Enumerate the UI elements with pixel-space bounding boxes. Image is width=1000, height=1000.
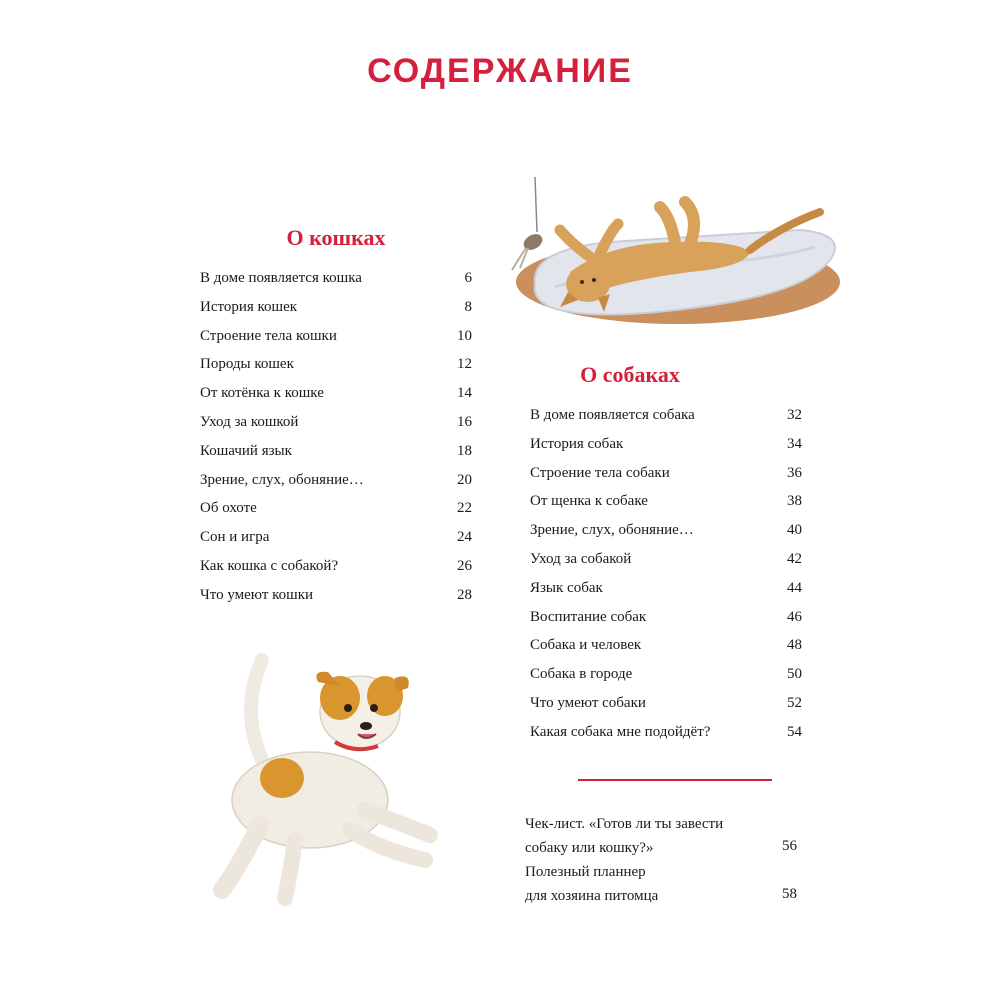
toc-entry[interactable]	[200, 581, 472, 610]
toc-entry-title: Зрение, слух, обоняние…	[530, 522, 694, 539]
toc-entry-title: Уход за кошкой	[200, 413, 299, 430]
toc-entry-page: 52	[787, 694, 802, 711]
toc-entry[interactable]	[200, 523, 472, 552]
toc-entry-page: 40	[787, 522, 802, 539]
toc-entry-page: 10	[457, 327, 472, 344]
toc-extra-line: Полезный планнер	[525, 864, 646, 880]
toc-entry[interactable]	[530, 603, 802, 632]
toc-entry[interactable]	[530, 574, 802, 603]
toc-entry[interactable]	[200, 466, 472, 495]
toc-entry-title: Собака и человек	[530, 637, 642, 654]
toc-entry[interactable]	[200, 379, 472, 408]
toc-entry[interactable]	[530, 718, 802, 747]
toc-entry-page: 50	[787, 666, 802, 683]
toc-entry[interactable]	[200, 552, 472, 581]
toc-entry[interactable]	[530, 689, 802, 718]
toc-entry-title: Строение тела собаки	[530, 464, 670, 481]
toc-entry-page: 44	[787, 579, 802, 596]
toc-entry-title: Строение тела кошки	[200, 327, 337, 344]
toc-entry-title: Породы кошек	[200, 356, 294, 373]
toc-entry-page: 14	[457, 385, 472, 402]
section-divider	[578, 779, 772, 781]
toc-entry[interactable]	[530, 459, 802, 488]
toc-entry-page: 16	[457, 413, 472, 430]
toc-entry-title: Как кошка с собакой?	[200, 557, 339, 574]
toc-entry-title: От котёнка к кошке	[200, 385, 324, 402]
toc-entry-title: Воспитание собак	[530, 608, 647, 625]
toc-entry-title: От щенка к собаке	[530, 493, 648, 510]
toc-entry-title: Кошачий язык	[200, 442, 292, 459]
toc-extra-line: для хозяина питомца	[525, 888, 659, 904]
dog-illustration	[200, 650, 470, 910]
toc-entry[interactable]	[530, 401, 802, 430]
toc-entry[interactable]	[200, 322, 472, 351]
toc-entry[interactable]	[200, 264, 472, 293]
toc-entry-page: 46	[787, 608, 802, 625]
toc-entry-page: 12	[457, 356, 472, 373]
toc-entry[interactable]	[200, 494, 472, 523]
toc-entry-page: 28	[457, 586, 472, 603]
toc-entry-title: Уход за собакой	[530, 550, 632, 567]
toc-entry[interactable]	[530, 516, 802, 545]
toc-entry[interactable]	[530, 660, 802, 689]
toc-entry-page: 32	[787, 407, 802, 423]
toc-entry-title: История собак	[530, 435, 624, 452]
toc-entry[interactable]	[200, 408, 472, 437]
toc-extra-line: собаку или кошку?»	[525, 840, 654, 856]
toc-entry[interactable]	[530, 545, 802, 574]
toc-entry-title: В доме появляется кошка	[200, 270, 362, 286]
cats-section-heading: О кошках	[286, 225, 386, 250]
toc-entry-page: 22	[457, 500, 472, 517]
toc-entry-title: История кошек	[200, 298, 298, 315]
toc-extra-planner[interactable]	[525, 860, 797, 908]
toc-entry-title: Сон и игра	[200, 529, 270, 546]
toc-extra-line: Чек-лист. «Готов ли ты завести	[525, 816, 724, 832]
toc-entry-page: 20	[457, 471, 472, 488]
toc-entry-title: Собака в городе	[530, 666, 633, 683]
toc-extra-page: 56	[782, 838, 797, 854]
toc-entry-page: 6	[464, 270, 472, 286]
toc-entry[interactable]	[200, 293, 472, 322]
toc-entry-page: 42	[787, 550, 802, 567]
cats-toc-list	[200, 264, 472, 610]
toc-entry[interactable]	[530, 487, 802, 516]
toc-extra-checklist[interactable]	[525, 812, 797, 860]
cat-illustration	[500, 172, 850, 342]
toc-entry[interactable]	[200, 350, 472, 379]
toc-entry-title: Какая собака мне подойдёт?	[530, 723, 711, 740]
toc-entry-title: Об охоте	[200, 500, 257, 517]
toc-entry-title: Зрение, слух, обоняние…	[200, 471, 364, 488]
toc-entry-page: 26	[457, 557, 472, 574]
toc-entry-page: 8	[464, 298, 472, 315]
toc-entry-page: 34	[787, 435, 802, 452]
toc-entry-title: Что умеют собаки	[530, 694, 646, 711]
toc-entry-title: Язык собак	[530, 579, 603, 596]
toc-entry-page: 48	[787, 637, 802, 654]
toc-entry-page: 24	[457, 529, 472, 546]
toc-entry-page: 38	[787, 493, 802, 510]
dogs-toc-list	[530, 401, 802, 747]
dogs-section-heading: О собаках	[580, 362, 680, 387]
toc-entry-page: 54	[787, 723, 802, 740]
page-title: СОДЕРЖАНИЕ	[367, 52, 633, 90]
toc-entry[interactable]	[530, 631, 802, 660]
toc-entry-title: Что умеют кошки	[200, 586, 314, 603]
toc-entry[interactable]	[530, 430, 802, 459]
toc-entry-title: В доме появляется собака	[530, 407, 695, 423]
toc-entry-page: 18	[457, 442, 472, 459]
toc-entry[interactable]	[200, 437, 472, 466]
toc-extra-page: 58	[782, 886, 797, 902]
toc-entry-page: 36	[787, 464, 802, 481]
